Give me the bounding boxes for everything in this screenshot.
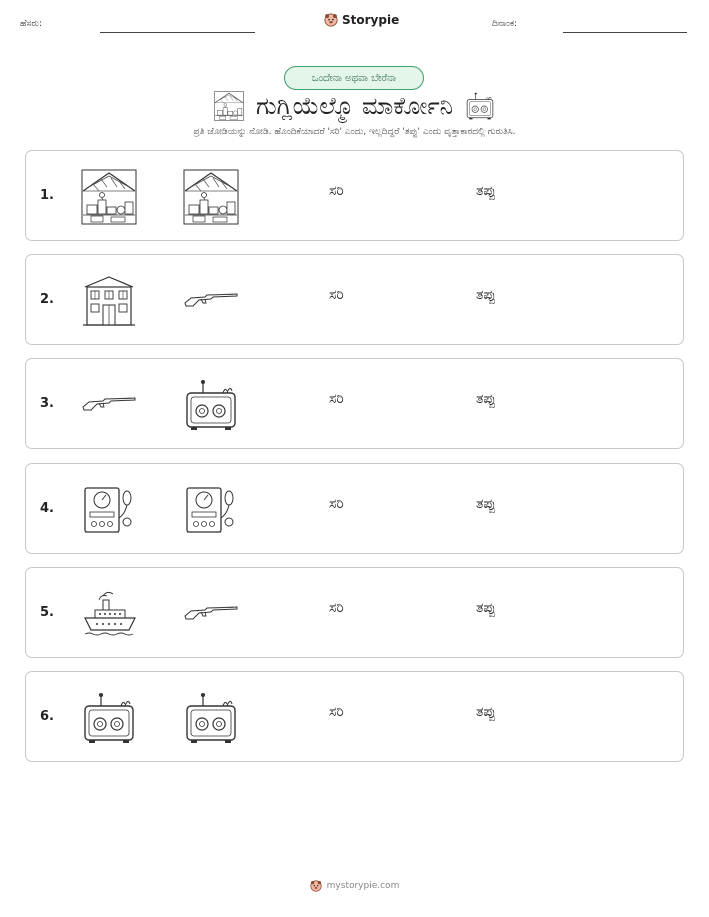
- telegraph-icon: [183, 482, 239, 538]
- date-line[interactable]: [563, 32, 687, 33]
- ship-icon: [81, 586, 137, 642]
- option-false[interactable]: ತಪ್ಪು: [476, 600, 496, 616]
- question-number: 3.: [40, 396, 54, 411]
- question-row: [25, 150, 684, 241]
- attic-icon: [214, 91, 244, 121]
- rifle-icon: [183, 273, 239, 329]
- question-row: [25, 463, 684, 554]
- rifle-icon: [81, 377, 137, 433]
- option-true[interactable]: ಸರಿ: [329, 391, 344, 407]
- question-row: [25, 567, 684, 658]
- title-row: [0, 89, 709, 123]
- building-icon: [81, 273, 137, 329]
- radio-icon: [183, 377, 239, 433]
- instructions: ಪ್ರತಿ ಜೋಡಿಯನ್ನು ನೋಡಿ. ಹೊಂದಿಕೆಯಾದರೆ 'ಸರಿ' ಎಂದು, ಇಲ್ಲದಿದ್ದರೆ 'ತಪ್ಪು' ಎಂದು ವೃತ್ತಾಕಾರದಲ್ಲಿ ಗುರುತಿಸಿ.: [193, 127, 516, 137]
- option-false[interactable]: ತಪ್ಪು: [476, 496, 496, 512]
- option-true[interactable]: ಸರಿ: [329, 704, 344, 720]
- attic-icon: [183, 169, 239, 225]
- option-false[interactable]: ತಪ್ಪು: [476, 704, 496, 720]
- name-label: ಹೆಸರು:: [20, 19, 43, 29]
- telegraph-icon: [81, 482, 137, 538]
- option-true[interactable]: ಸರಿ: [329, 496, 344, 512]
- radio-icon: [81, 690, 137, 746]
- date-label: ದಿನಾಂಕ:: [492, 19, 518, 29]
- question-row: [25, 358, 684, 449]
- question-number: 1.: [40, 188, 54, 203]
- radio-icon: [465, 91, 495, 121]
- question-row: [25, 254, 684, 345]
- option-true[interactable]: ಸರಿ: [329, 287, 344, 303]
- question-number: 6.: [40, 709, 54, 724]
- option-true[interactable]: ಸರಿ: [329, 600, 344, 616]
- mascot-icon: [324, 13, 338, 27]
- page-title: ಗುಗ್ಲಿಯೆಲ್ಮೊ ಮಾರ್ಕೋನಿ: [255, 92, 454, 120]
- option-false[interactable]: ತಪ್ಪು: [476, 183, 496, 199]
- name-line[interactable]: [100, 32, 255, 33]
- attic-icon: [81, 169, 137, 225]
- question-number: 5.: [40, 605, 54, 620]
- rifle-icon: [183, 586, 239, 642]
- question-number: 2.: [40, 292, 54, 307]
- radio-icon: [183, 690, 239, 746]
- footer-url[interactable]: mystorypie.com: [326, 881, 400, 891]
- brand-logo: [324, 13, 399, 27]
- brand-name: Storypie: [342, 13, 400, 27]
- option-true[interactable]: ಸರಿ: [329, 183, 344, 199]
- question-row: [25, 671, 684, 762]
- activity-badge: ಒಂದೇನಾ ಅಥವಾ ಬೇರೆನಾ: [284, 66, 424, 90]
- footer: [0, 880, 709, 892]
- question-number: 4.: [40, 501, 54, 516]
- mascot-icon: [310, 880, 322, 892]
- option-false[interactable]: ತಪ್ಪು: [476, 287, 496, 303]
- option-false[interactable]: ತಪ್ಪು: [476, 391, 496, 407]
